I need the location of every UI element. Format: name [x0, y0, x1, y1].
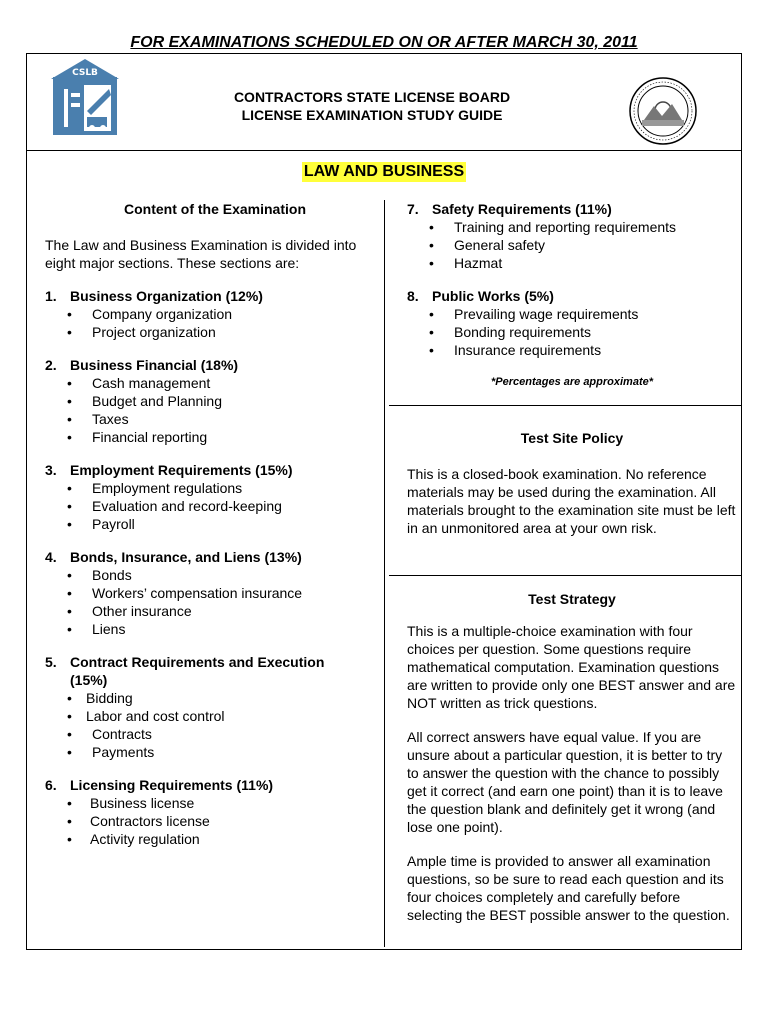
percentages-note: *Percentages are approximate*: [490, 376, 654, 388]
section-number: 2.: [45, 357, 57, 373]
section-number: 1.: [45, 288, 57, 304]
strategy-paragraph-3: Ample time is provided to answer all examination questions, so be sure to read each question and its four choices completely and carefully before selecting the BEST possible answer to the question.: [407, 853, 730, 923]
list-item: • Financial reporting: [67, 429, 208, 445]
list-item: • Budget and Planning: [67, 393, 222, 409]
section-heading: Public Works (5%): [432, 288, 554, 304]
section-heading: Business Financial (18%): [70, 357, 239, 373]
list-item: • Employment regulations: [67, 480, 243, 496]
section-number: 8.: [407, 288, 419, 304]
list-item: • Project organization: [67, 324, 216, 340]
list-item: • Liens: [67, 621, 126, 637]
section-2: [45, 356, 385, 446]
section-heading: Licensing Requirements (11%): [70, 777, 274, 793]
section-5: [45, 653, 385, 761]
list-item: • Bonds: [67, 567, 132, 583]
content-intro: The Law and Business Examination is divided into eight major sections. These sections are:: [45, 237, 357, 271]
strategy-paragraph-2: All correct answers have equal value. If you are unsure about a particular question, it is better to try to answer the question with the chance to possibly get it correct (and earn one point) than it is to leave the question blank and definitely get it wrong (and lose one point).: [407, 729, 723, 835]
study-guide-frame: [26, 53, 742, 950]
section-heading: Bonds, Insurance, and Liens (13%): [70, 549, 302, 565]
section-number: 5.: [45, 654, 57, 670]
exam-date-banner: FOR EXAMINATIONS SCHEDULED ON OR AFTER MARCH 30, 2011: [130, 34, 638, 51]
guide-name: LICENSE EXAMINATION STUDY GUIDE: [241, 107, 503, 123]
guide-header: [27, 54, 741, 151]
policy-heading: Test Site Policy: [520, 430, 624, 446]
list-item: • Activity regulation: [67, 831, 200, 847]
section-6: [45, 776, 385, 848]
list-item: • Contracts: [67, 726, 152, 742]
section-heading: Safety Requirements (11%): [432, 201, 612, 217]
content-heading: Content of the Examination: [124, 201, 306, 217]
right-column: [407, 200, 737, 924]
list-item: • Taxes: [67, 411, 129, 427]
list-item: • Bonding requirements: [429, 324, 591, 340]
list-item: • Contractors license: [67, 813, 210, 829]
list-item: • Bidding: [67, 690, 133, 706]
section-title: LAW AND BUSINESS: [303, 163, 465, 180]
list-item: • Evaluation and record-keeping: [67, 498, 282, 514]
section-1: [45, 287, 385, 341]
section-heading: Business Organization (12%): [70, 288, 263, 304]
cslb-logo-text: CSLB: [72, 68, 98, 78]
section-8: [407, 287, 737, 359]
list-item: • Business license: [67, 795, 195, 811]
section-number: 7.: [407, 201, 419, 217]
list-item: • Payroll: [67, 516, 135, 532]
section-3: [45, 461, 385, 533]
list-item: • Cash management: [67, 375, 211, 391]
strategy-paragraph-1: This is a multiple-choice examination with four choices per question. Some questions require mathematical computation. Examination questions are written to provide only one BEST answer and are NOT written as trick questions.: [407, 623, 736, 711]
section-4: [45, 548, 385, 638]
list-item: • Labor and cost control: [67, 708, 225, 724]
list-item: • Training and reporting requirements: [429, 219, 677, 235]
section-number: 6.: [45, 777, 57, 793]
section-number: 3.: [45, 462, 57, 478]
strategy-heading: Test Strategy: [528, 591, 616, 607]
list-item: • Prevailing wage requirements: [429, 306, 639, 322]
list-item: • Hazmat: [429, 255, 503, 271]
list-item: • General safety: [429, 237, 546, 253]
section-number: 4.: [45, 549, 57, 565]
list-item: • Company organization: [67, 306, 233, 322]
section-7: [407, 200, 737, 272]
list-item: • Workers’ compensation insurance: [67, 585, 303, 601]
board-name: CONTRACTORS STATE LICENSE BOARD: [233, 89, 511, 105]
list-item: • Other insurance: [67, 603, 192, 619]
state-seal-icon: [628, 76, 698, 146]
list-item: • Payments: [67, 744, 155, 760]
header-titles: [27, 88, 717, 124]
section-heading: Contract Requirements and Execution (15%): [70, 654, 325, 688]
left-column: [45, 200, 385, 848]
policy-text: This is a closed-book examination. No reference materials may be used during the examination. All materials brought to the examination site must be left in an unmonitored area at your own risk.: [407, 466, 736, 536]
list-item: • Insurance requirements: [429, 342, 602, 358]
section-heading: Employment Requirements (15%): [70, 462, 293, 478]
